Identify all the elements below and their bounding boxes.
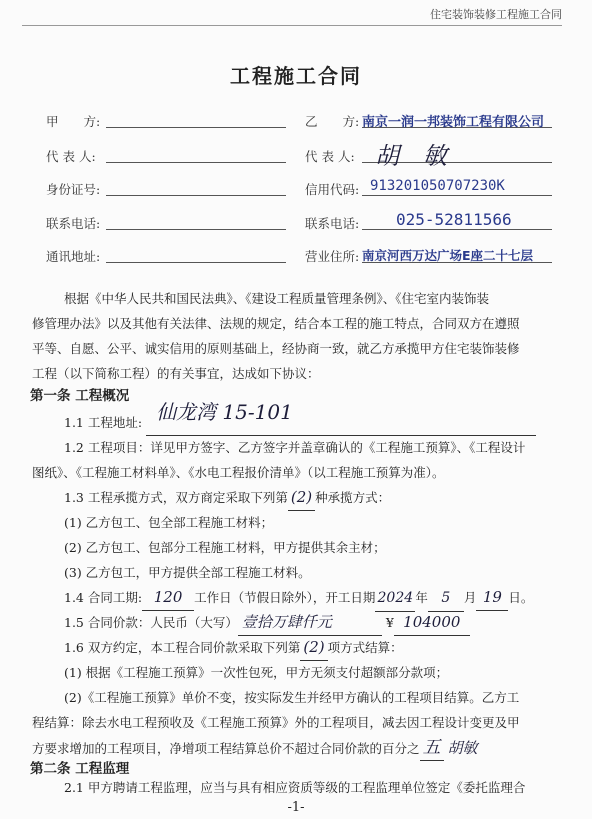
settle-choice: (2) (300, 635, 327, 661)
party-a-address-label: 通讯地址: (46, 249, 101, 264)
clause-1-5 (64, 610, 589, 636)
project-address-field (146, 400, 536, 436)
article-1-heading: 第一条 工程概况 (30, 388, 130, 404)
settle-option-2-line-3-text: 方要求增加的工程项目，净增项工程结算总价不超过合同价款的百分之 (32, 741, 420, 756)
mode-choice: (2) (288, 485, 315, 511)
party-b-label: 乙 方: (305, 114, 360, 129)
settle-percent: 五 (420, 735, 444, 761)
party-a-name-line (106, 127, 286, 128)
party-b-name-stamp: 南京一润一邦装饰工程有限公司 (362, 115, 545, 130)
mode-option-1: (1) 乙方包工、包全部工程施工材料； (64, 515, 274, 530)
clause-1-3-suffix: 种承揽方式： (315, 490, 391, 505)
clause-1-4 (64, 585, 589, 612)
party-b-address-label: 营业住所: (305, 249, 360, 264)
clause-1-6 (64, 635, 589, 661)
year-char: 年 (415, 590, 428, 605)
day-char: 日。 (508, 590, 534, 605)
party-a-address-line (106, 262, 286, 263)
preamble-line-3: 平等、自愿、公平、诚实信用的原则基础上，经协商一致，就乙方承揽甲方住宅装饰装修 (32, 341, 520, 356)
party-b-address-stamp: 南京河西万达广场E座二十七层 (362, 248, 534, 263)
start-day: 19 (476, 585, 508, 611)
page-number: -1- (287, 800, 305, 815)
clause-1-3-prefix: 1.3 工程承揽方式，双方商定采取下列第 (64, 490, 288, 505)
clause-1-6-suffix: 项方式结算： (327, 640, 403, 655)
preamble-line-2: 修管理办法》以及其他有关法律、法规的规定，结合本工程的施工特点，合同双方在遵照 (32, 316, 520, 331)
period-mid-text: 工作日（节假日除外），开工日期 (194, 590, 376, 605)
document-title: 工程施工合同 (230, 64, 362, 88)
party-a-id-line (106, 195, 286, 196)
clause-2-1: 2.1 甲方聘请工程监理，应当与具有相应资质等级的工程监理单位签定《委托监理合 (64, 780, 526, 795)
clause-1-2-line-1: 1.2 工程项目：详见甲方签字、乙方签字并盖章确认的《工程施工预算》、《工程设计 (64, 440, 526, 455)
party-b-credit-label: 信用代码: (305, 182, 360, 197)
party-a-rep-label: 代 表 人: (46, 149, 96, 164)
settle-initial-signature: 胡敏 (447, 739, 478, 757)
start-month: 5 (428, 586, 464, 612)
price-in-words: 壹拾万肆仟元 (238, 610, 382, 636)
running-header: 住宅装饰装修工程施工合同 (22, 6, 562, 26)
start-year: 2024 (375, 586, 415, 612)
party-b-phone-label: 联系电话: (305, 216, 360, 231)
settle-option-2-line-1: (2)《工程施工预算》单价不变，按实际发生并经甲方确认的工程项目结算。乙方工 (64, 690, 520, 705)
project-address-handwriting: 仙龙湾 15-101 (156, 400, 293, 424)
period-label: 1.4 合同工期: (64, 590, 143, 605)
settle-option-1: (1) 根据《工程施工预算》一次性包死，甲方无须支付超额部分款项； (64, 665, 449, 680)
clause-1-2-line-2: 图纸》、《工程施工材料单》、《水电工程报价清单》（以工程施工预算为准）。 (32, 465, 445, 480)
party-a-id-label: 身份证号: (46, 182, 101, 197)
party-b-credit-line (362, 195, 552, 196)
party-a-rep-line (106, 162, 286, 163)
preamble-line-1: 根据《中华人民共和国民法典》、《建设工程质量管理条例》、《住宅室内装饰装 (64, 291, 490, 306)
party-a-phone-line (106, 229, 286, 230)
price-in-figures: 104000 (394, 610, 470, 636)
party-b-phone-line (362, 229, 552, 230)
party-b-phone: 025-52811566 (396, 210, 512, 229)
clause-1-1 (64, 400, 589, 436)
preamble-line-4: 工程（以下简称工程）的有关事宜，达成如下协议： (32, 366, 320, 381)
settle-option-2-line-2: 程结算：除去水电工程预收及《工程施工预算》外的工程项目，减去因工程设计变更及甲 (32, 715, 520, 730)
party-a-label: 甲 方: (46, 114, 101, 129)
mode-option-2: (2) 乙方包工、包部分工程施工材料，甲方提供其余主材； (64, 540, 386, 555)
price-label: 1.5 合同价款：人民币（大写） (64, 615, 238, 630)
period-days: 120 (142, 585, 194, 611)
party-b-credit-code: 913201050707230K (370, 178, 505, 194)
party-a-phone-label: 联系电话: (46, 216, 101, 231)
clause-1-1-label: 1.1 工程地址: (64, 415, 143, 430)
clause-1-6-prefix: 1.6 双方约定，本工程合同价款采取下列第 (64, 640, 301, 655)
month-char: 月 (463, 590, 477, 605)
article-2-heading: 第二条 工程监理 (30, 761, 130, 777)
party-b-rep-signature: 胡 敏 (375, 142, 447, 170)
party-b-rep-label: 代 表 人: (305, 149, 355, 164)
yuan-symbol: ¥ (385, 615, 394, 630)
clause-1-3 (64, 485, 589, 511)
mode-option-3: (3) 乙方包工，甲方提供全部工程施工材料。 (64, 565, 311, 580)
